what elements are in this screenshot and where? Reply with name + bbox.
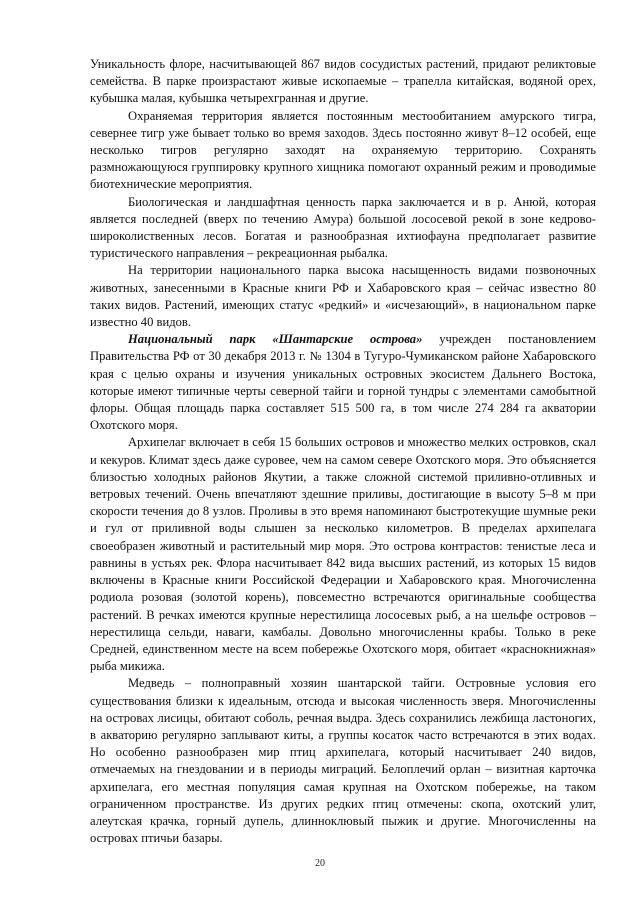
park-name-emphasis: Национальный парк «Шантарские острова» — [128, 332, 423, 347]
paragraph: Биологическая и ландшафтная ценность парка заключается и в р. Анюй, которая является последней (вверх по течению Амура) большой лососевой рекой в зоне кедрово-широколиственных лесов. Богатая и разнообразная ихтиофауна предполагает развитие туристического направления – рекреационная рыбалка. — [90, 194, 596, 261]
document-body — [90, 56, 596, 847]
paragraph: Уникальность флоре, насчитывающей 867 видов сосудистых растений, придают реликтовые семейства. В парке произрастают живые ископаемые – трапелла китайская, водяной орех, кубышка малая, кубышка четырехгранная и другие. — [90, 57, 596, 106]
page-number: 20 — [315, 858, 325, 869]
paragraph: Медведь – полноправный хозяин шантарской тайги. Островные условия его существования близки к идеальным, отсюда и высокая численность зверя. Многочисленны на островах лисицы, обитают соболь, речная выдра. Здесь сохранились лежбища ластоногих, в акваторию регулярно заплывают киты, а группы косаток часто встречаются в этих водах. Но особенно разнообразен мир птиц архипелага, который насчитывает 240 видов, отмечаемых на гнездовании и в периоды миграций. Белоплечий орлан – визитная карточка архипелага, его местная популяция самая крупная на Охотском побережье, на таком ограниченном пространстве. Из других редких птиц отмечены: скопа, охотский улит, алеутская крачка, горный дупель, длинноклювый пыжик и другие. Многочисленны на островах птичьи базары. — [90, 676, 596, 846]
paragraph: На территории национального парка высока насыщенность видами позвоночных животных, занесенными в Красные книги РФ и Хабаровского края – сейчас известно 80 таких видов. Растений, имеющих статус «редкий» и «исчезающий», в национальном парке известно 40 видов. — [90, 263, 596, 330]
paragraph-text: учрежден постановлением Правительства РФ от 30 декабря 2013 г. № 1304 в Тугуро-Чумиканском районе Хабаровского края с целью охраны и изучения уникальных островных экосистем Дальнего Востока, которые имеют типичные черты северной тайги и горной тундры с элементами самобытной флоры. Общая площадь парка составляет 515 500 га, в том числе 274 284 га акватории Охотского моря. — [90, 332, 596, 433]
paragraph — [90, 331, 596, 434]
paragraph: Охраняемая территория является постоянным местообитанием амурского тигра, севернее тигр уже бывает только во время заходов. Здесь постоянно живут 8–12 особей, еще несколько тигров регулярно заходят на охраняемую территорию. Сохранять размножающуюся группировку крупного хищника помогают охранный режим и проводимые биотехнические мероприятия. — [90, 108, 596, 192]
paragraph: Архипелаг включает в себя 15 больших островов и множество мелких островков, скал и кекуров. Климат здесь даже суровее, чем на самом севере Охотского моря. Это объясняется близостью холодных районов Якутии, а также сложной системой приливно-отливных и ветровых течений. Очень впечатляют здешние приливы, достигающие в высоту 5–8 м при скорости течения до 8 узлов. Проливы в это время напоминают быстротекущие шумные реки и гул от приливной воды слышен за несколько километров. В пределах архипелага своеобразен животный и растительный мир моря. Это острова контрастов: тенистые леса и равнины в устьях рек. Флора насчитывает 842 вида высших растений, из которых 15 видов включены в Красные книги Российской Федерации и Хабаровского края. Многочисленна родиола розовая (золотой корень), повсеместно встречаются оригинальные сообщества растений. В речках имеются крупные нерестилища лососевых рыб, а на шельфе островов – нерестилища сельди, наваги, камбалы. Довольно многочисленны крабы. Только в реке Средней, единственном месте на всем побережье Охотского моря, обитает «краснокнижная» рыба микижа. — [90, 435, 596, 674]
